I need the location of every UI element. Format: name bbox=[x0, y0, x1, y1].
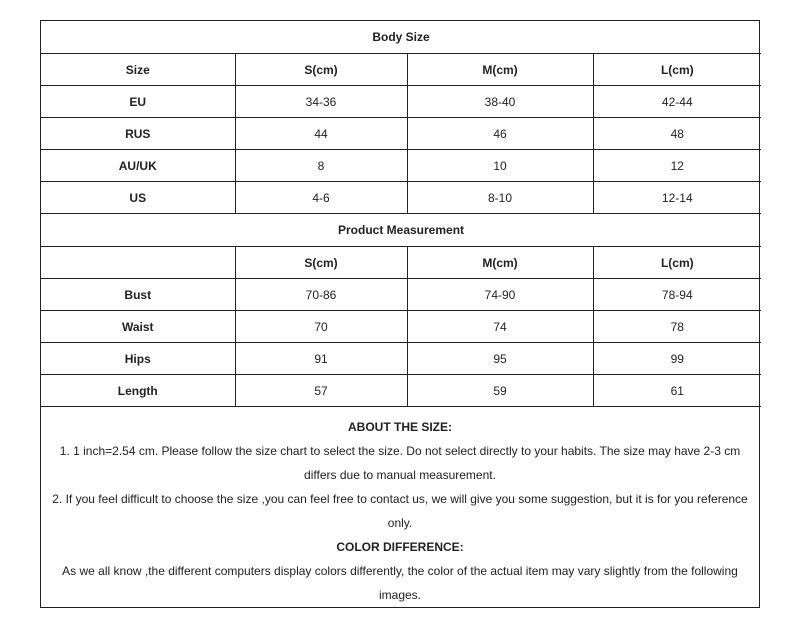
product-measurement-title: Product Measurement bbox=[41, 214, 761, 247]
table-row bbox=[41, 375, 761, 407]
size-chart bbox=[40, 20, 760, 608]
cell-l: 78 bbox=[593, 311, 761, 343]
cell-m: 59 bbox=[407, 375, 593, 407]
size-notes bbox=[41, 407, 759, 613]
cell-m: 74 bbox=[407, 311, 593, 343]
body-size-title-row bbox=[41, 21, 761, 54]
header-m: M(cm) bbox=[407, 247, 593, 279]
table-row bbox=[41, 182, 761, 214]
table-row bbox=[41, 311, 761, 343]
about-size-note-2: 2. If you feel difficult to choose the size ,you can feel free to contact us, we will give you some suggestion, but it is for you reference only. bbox=[52, 492, 748, 530]
row-label: RUS bbox=[41, 118, 235, 150]
about-size-note-1: 1. 1 inch=2.54 cm. Please follow the size chart to select the size. Do not select directly to your habits. The size may have 2-3 cm differs due to manual measurement. bbox=[59, 444, 741, 482]
body-size-title: Body Size bbox=[41, 21, 761, 54]
cell-m: 10 bbox=[407, 150, 593, 182]
cell-l: 42-44 bbox=[593, 86, 761, 118]
cell-m: 38-40 bbox=[407, 86, 593, 118]
body-size-header-row bbox=[41, 54, 761, 86]
header-m: M(cm) bbox=[407, 54, 593, 86]
row-label: Bust bbox=[41, 279, 235, 311]
header-blank bbox=[41, 247, 235, 279]
header-s: S(cm) bbox=[235, 247, 407, 279]
cell-s: 70-86 bbox=[235, 279, 407, 311]
cell-l: 12-14 bbox=[593, 182, 761, 214]
cell-s: 70 bbox=[235, 311, 407, 343]
header-size: Size bbox=[41, 54, 235, 86]
cell-s: 4-6 bbox=[235, 182, 407, 214]
table-row bbox=[41, 279, 761, 311]
row-label: US bbox=[41, 182, 235, 214]
row-label: Waist bbox=[41, 311, 235, 343]
cell-l: 61 bbox=[593, 375, 761, 407]
cell-s: 8 bbox=[235, 150, 407, 182]
product-measurement-header-row bbox=[41, 247, 761, 279]
cell-m: 46 bbox=[407, 118, 593, 150]
product-measurement-title-row bbox=[41, 214, 761, 247]
row-label: EU bbox=[41, 86, 235, 118]
size-table bbox=[41, 21, 761, 407]
header-s: S(cm) bbox=[235, 54, 407, 86]
cell-l: 48 bbox=[593, 118, 761, 150]
row-label: AU/UK bbox=[41, 150, 235, 182]
cell-m: 8-10 bbox=[407, 182, 593, 214]
cell-m: 74-90 bbox=[407, 279, 593, 311]
about-size-heading: ABOUT THE SIZE: bbox=[348, 420, 452, 434]
cell-l: 78-94 bbox=[593, 279, 761, 311]
table-row bbox=[41, 118, 761, 150]
color-difference-heading: COLOR DIFFERENCE: bbox=[336, 540, 464, 554]
cell-s: 34-36 bbox=[235, 86, 407, 118]
cell-l: 99 bbox=[593, 343, 761, 375]
cell-s: 91 bbox=[235, 343, 407, 375]
table-row bbox=[41, 86, 761, 118]
cell-s: 44 bbox=[235, 118, 407, 150]
color-difference-note: As we all know ,the different computers display colors differently, the color of the actual item may vary slightly from the following images. bbox=[62, 564, 738, 602]
cell-s: 57 bbox=[235, 375, 407, 407]
table-row bbox=[41, 150, 761, 182]
row-label: Hips bbox=[41, 343, 235, 375]
row-label: Length bbox=[41, 375, 235, 407]
cell-m: 95 bbox=[407, 343, 593, 375]
header-l: L(cm) bbox=[593, 247, 761, 279]
header-l: L(cm) bbox=[593, 54, 761, 86]
cell-l: 12 bbox=[593, 150, 761, 182]
table-row bbox=[41, 343, 761, 375]
